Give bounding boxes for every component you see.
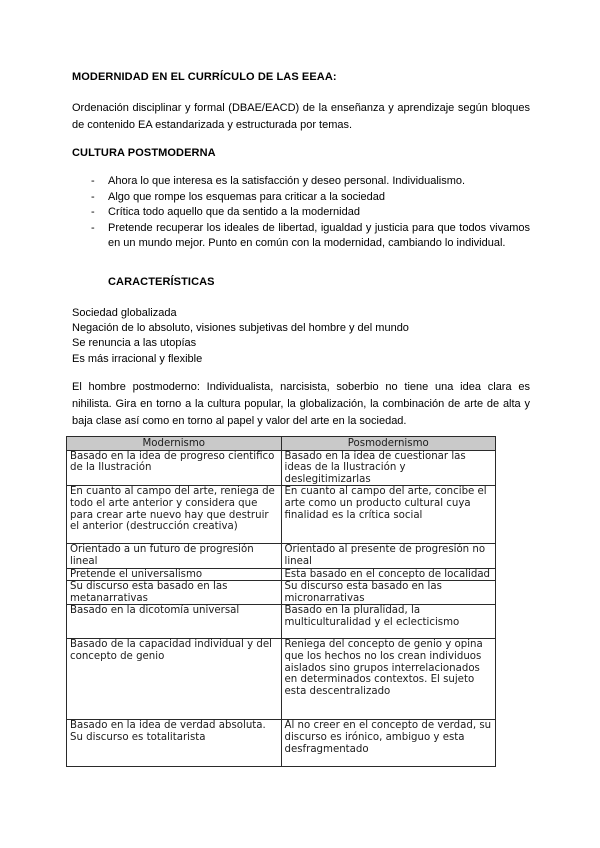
table-cell: Pretende el universalismo	[67, 568, 282, 581]
table-cell: Su discurso esta basado en las micronarrativas	[281, 581, 496, 605]
table-header-row	[67, 437, 496, 451]
table-row	[67, 581, 496, 605]
table-row	[67, 605, 496, 639]
table-row	[67, 486, 496, 544]
bullet-item: - Crítica todo aquello que da sentido a la modernidad	[72, 205, 530, 221]
table-cell: Orientado al presente de progresión no lineal	[281, 544, 496, 568]
table-cell: Basado en la dicotomía universal	[67, 605, 282, 639]
table-cell: Esta basado en el concepto de localidad	[281, 568, 496, 581]
postmodern-bullet-list	[72, 174, 530, 252]
bullet-item: - Ahora lo que interesa es la satisfacción y deseo personal. Individualismo.	[72, 174, 530, 190]
heading-caracteristicas: CARACTERÍSTICAS	[108, 276, 215, 288]
table-cell: Reniega del concepto de genio y opina que los hechos no los crean individuos aislados sino grupos interrelacionados en determinados contextos. El sujeto esta descentralizado	[281, 639, 496, 720]
table-cell: En cuanto al campo del arte, reniega de todo el arte anterior y considera que para crear arte nuevo hay que destruir el anterior (destrucción creativa)	[67, 486, 282, 544]
feature-line: Sociedad globalizada	[72, 307, 177, 319]
feature-line: Es más irracional y flexible	[72, 352, 203, 365]
table-row	[67, 450, 496, 486]
bullet-item: - Pretende recuperar los ideales de libertad, igualdad y justicia para que todos vivamos en un mundo mejor. Punto en común con la modernidad, cambiando lo individual.	[72, 221, 530, 252]
table-cell: Basado en la idea de cuestionar las ideas de la Ilustración y deslegitimizarlas	[281, 450, 496, 486]
column-header-modernismo: Modernismo	[67, 437, 282, 451]
column-header-posmodernismo: Posmodernismo	[281, 437, 496, 451]
table-row	[67, 568, 496, 581]
table-cell: Orientado a un futuro de progresión lineal	[67, 544, 282, 568]
table-cell: En cuanto al campo del arte, concibe el arte como un producto cultural cuya finalidad es la crítica social	[281, 486, 496, 544]
closing-paragraph: El hombre postmoderno: Individualista, narcisista, soberbio no tiene una idea clara es nihilista. Gira en torno a la cultura popular, la globalización, la combinación de arte de alta y baja clase así como en torno al papel y valor del arte en la sociedad.	[72, 381, 530, 427]
feature-line: Negación de lo absoluto, visiones subjetivas del hombre y del mundo	[72, 322, 409, 335]
table-row	[67, 544, 496, 568]
comparison-table	[66, 436, 496, 767]
heading-cultura-postmoderna: CULTURA POSTMODERNA	[72, 147, 216, 159]
table-cell: Al no creer en el concepto de verdad, su discurso es irónico, ambiguo y esta desfragmentado	[281, 720, 496, 767]
features-list	[72, 306, 409, 367]
table-cell: Su discurso esta basado en las metanarrativas	[67, 581, 282, 605]
table-cell: Basado en la pluralidad, la multiculturalidad y el eclecticismo	[281, 605, 496, 639]
feature-line: Se renuncia a las utopías	[72, 337, 197, 350]
bullet-item: - Algo que rompe los esquemas para criticar a la sociedad	[72, 190, 530, 206]
table-row	[67, 720, 496, 767]
intro-paragraph: Ordenación disciplinar y formal (DBAE/EACD) de la enseñanza y aprendizaje según bloques de contenido EA estandarizada y estructurada por temas.	[72, 102, 530, 131]
table-row	[67, 639, 496, 720]
table-cell: Basado de la capacidad individual y del concepto de genio	[67, 639, 282, 720]
table-cell: Basado en la idea de progreso cientifico de la Ilustración	[67, 450, 282, 486]
heading-modernidad: MODERNIDAD EN EL CURRÍCULO DE LAS EEAA:	[72, 71, 337, 83]
table-cell: Basado en la idea de verdad absoluta. Su discurso es totalitarista	[67, 720, 282, 767]
